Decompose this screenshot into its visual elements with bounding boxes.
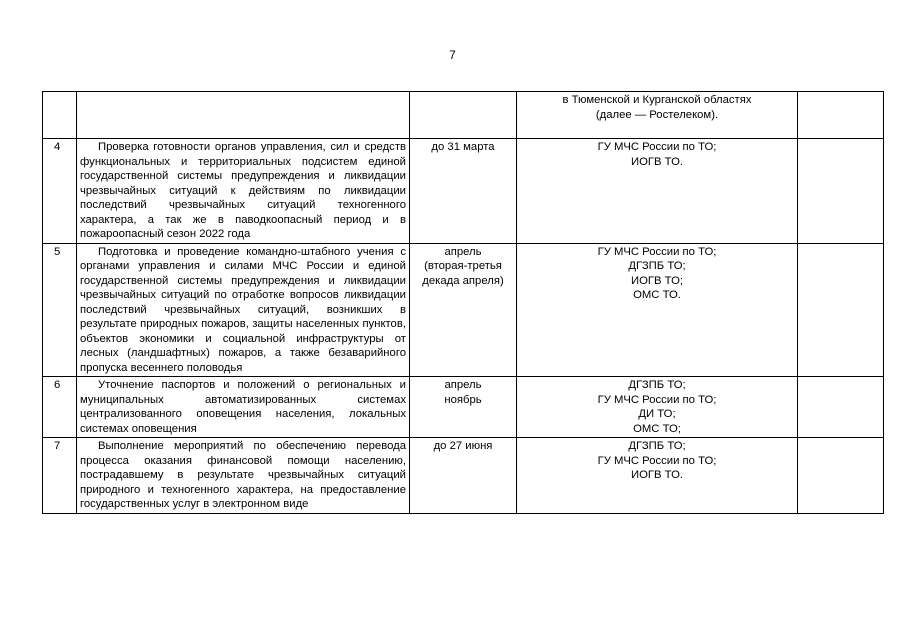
row-number-cell: [43, 92, 77, 139]
plan-table: [42, 91, 884, 514]
deadline-line: декада апреля): [422, 274, 504, 287]
executor-line: ДИ ТО;: [638, 408, 676, 420]
executor-line: ГУ МЧС России по ТО;: [597, 141, 717, 153]
deadline-line: (вторая-третья: [424, 260, 502, 272]
deadline-line: ноябрь: [444, 393, 482, 406]
row-number-cell: 7: [43, 438, 77, 514]
row-number-cell: 6: [43, 377, 77, 438]
executors-cell: [517, 438, 798, 514]
plan-table-body: [43, 92, 884, 514]
note-cell: [798, 92, 884, 139]
note-cell: [798, 243, 884, 377]
executor-line: ГУ МЧС России по ТО;: [597, 245, 717, 258]
executor-line: ИОГВ ТО;: [630, 274, 684, 287]
executor-line: в Тюменской и Курганской областях: [562, 94, 752, 106]
executor-line: (далее — Ростелеком).: [595, 108, 719, 121]
table-row: [43, 243, 884, 377]
deadline-line: апрель: [444, 245, 482, 258]
deadline-cell: [410, 243, 517, 377]
row-number-cell: 4: [43, 139, 77, 244]
task-description-cell: Подготовка и проведение командно-штабного учения с органами управления и силами МЧС России и единой государственной системы предупреждения и ликвидации чрезвычайных ситуаций по отработке вопросов ликвидации последствий чрезвычайных ситуаций, возникших в результате природных пожаров, защиты населенных пунктов, объектов экономики и социальной инфраструктуры от лесных (ландшафтных) пожаров, а также безаварийного пропуска весеннего половодья: [77, 243, 410, 377]
page-number: 7: [449, 48, 456, 62]
task-description-cell: [77, 92, 410, 139]
row-number-cell: 5: [43, 243, 77, 377]
deadline-cell: [410, 92, 517, 139]
executor-line: ДГЗПБ ТО;: [628, 440, 686, 452]
deadline-cell: [410, 139, 517, 244]
executor-line: ГУ МЧС России по ТО;: [597, 393, 717, 406]
note-cell: [798, 438, 884, 514]
executor-line: ОМС ТО.: [633, 289, 681, 301]
executor-line: ДГЗПБ ТО;: [628, 379, 686, 391]
note-cell: [798, 139, 884, 244]
table-row: [43, 377, 884, 438]
note-cell: [798, 377, 884, 438]
executor-line: ОМС ТО;: [633, 422, 681, 435]
table-row: [43, 438, 884, 514]
executors-cell: [517, 92, 798, 139]
executor-line: ИОГВ ТО.: [630, 469, 684, 481]
table-row: [43, 92, 884, 139]
executor-line: ДГЗПБ ТО;: [628, 260, 686, 272]
deadline-line: до 27 июня: [433, 440, 493, 452]
deadline-line: апрель: [444, 379, 482, 391]
task-description-cell: Проверка готовности органов управления, сил и средств функциональных и территориальных подсистем единой государственной системы предупреждения и ликвидации чрезвычайных ситуаций к действиям по ликвидации последствий чрезвычайных ситуаций техногенного характера, а так же в паводкоопасный период и в пожароопасный сезон 2022 года: [77, 139, 410, 244]
executors-cell: [517, 377, 798, 438]
deadline-cell: [410, 377, 517, 438]
executors-cell: [517, 243, 798, 377]
table-row: [43, 139, 884, 244]
deadline-line: до 31 марта: [431, 141, 495, 153]
deadline-cell: [410, 438, 517, 514]
executor-line: ГУ МЧС России по ТО;: [597, 454, 717, 467]
executor-line: ИОГВ ТО.: [630, 155, 684, 168]
task-description-cell: Выполнение мероприятий по обеспечению перевода процесса оказания финансовой помощи населению, пострадавшему в результате чрезвычайных ситуаций природного и техногенного характера, на предоставление государственных услуг в электронном виде: [77, 438, 410, 514]
executors-cell: [517, 139, 798, 244]
task-description-cell: Уточнение паспортов и положений о региональных и муниципальных автоматизированных системах централизованного оповещения населения, локальных системах оповещения: [77, 377, 410, 438]
